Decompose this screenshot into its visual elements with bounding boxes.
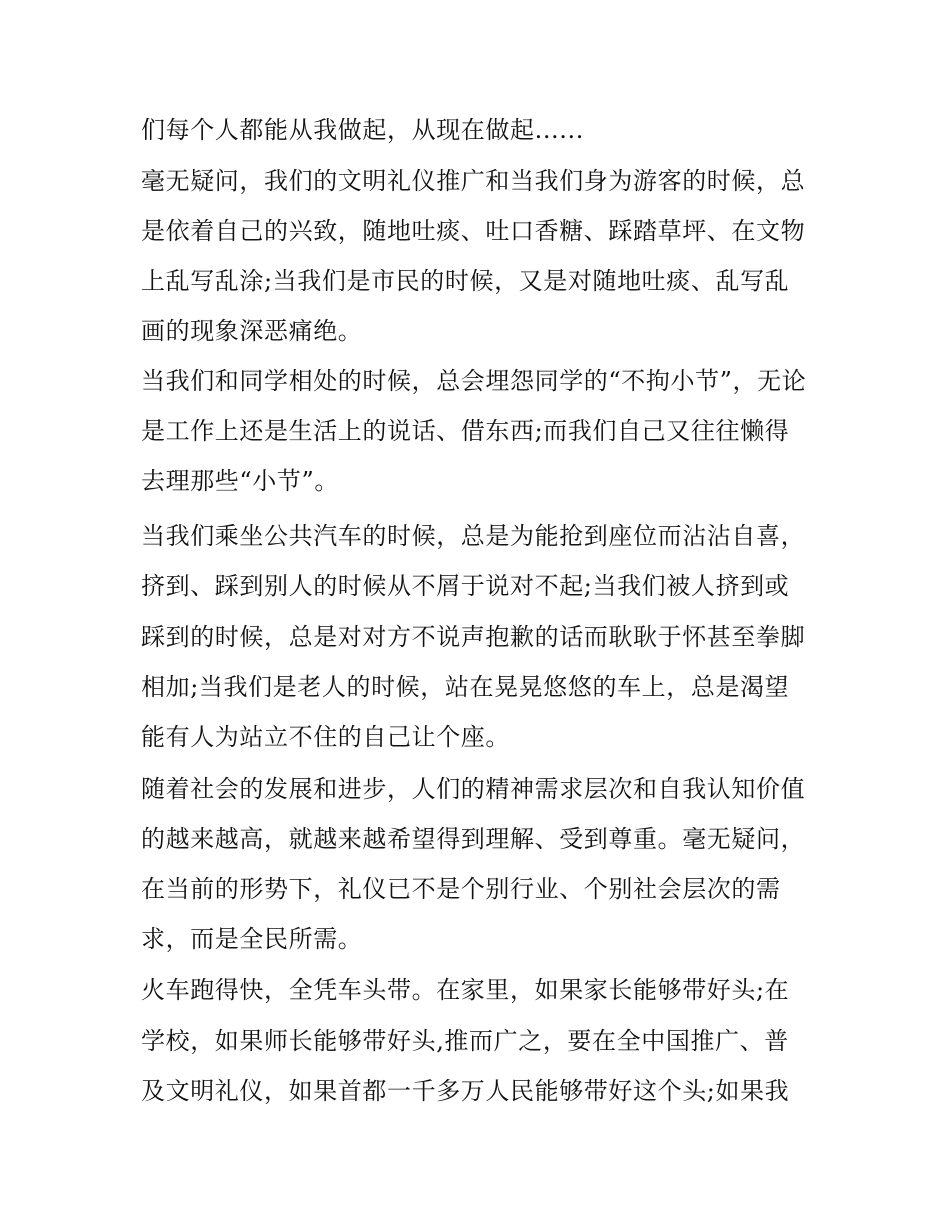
text-line: 火车跑得快，全凭车头带。在家里，如果家长能够带好头;在 <box>141 976 790 1004</box>
text-line: 当我们和同学相处的时候，总会埋怨同学的“不拘小节”，无论 <box>141 367 807 395</box>
text-line: 毫无疑问，我们的文明礼仪推广和当我们身为游客的时候，总 <box>141 167 806 195</box>
text-line: 求，而是全民所需。 <box>141 925 363 953</box>
text-line: 在当前的形势下，礼仪已不是个别行业、个别社会层次的需 <box>141 875 781 903</box>
text-line: 上乱写乱涂;当我们是市民的时候，又是对随地吐痰、乱写乱 <box>141 267 790 295</box>
text-line: 挤到、踩到别人的时候从不屑于说对不起;当我们被人挤到或 <box>141 572 790 600</box>
text-line: 是工作上还是生活上的说话、借东西;而我们自己又往往懒得 <box>141 417 790 445</box>
text-line: 相加;当我们是老人的时候，站在晃晃悠悠的车上，总是渴望 <box>141 673 790 701</box>
text-line: 踩到的时候，总是对对方不说声抱歉的话而耿耿于怀甚至拳脚 <box>141 623 806 651</box>
text-line: 们每个人都能从我做起，从现在做起...... <box>141 116 584 144</box>
text-line: 去理那些“小节”。 <box>141 467 339 495</box>
text-line: 是依着自己的兴致，随地吐痰、吐口香糖、踩踏草坪、在文物 <box>141 217 806 245</box>
text-line: 当我们乘坐公共汽车的时候，总是为能抢到座位而沾沾自喜， <box>141 522 806 550</box>
text-line: 画的现象深恶痛绝。 <box>141 317 363 345</box>
text-line: 的越来越高，就越来越希望得到理解、受到尊重。毫无疑问， <box>141 825 806 853</box>
text-line: 及文明礼仪，如果首都一千多万人民能够带好这个头;如果我 <box>141 1077 790 1105</box>
text-line: 随着社会的发展和进步，人们的精神需求层次和自我认知价值 <box>141 775 806 803</box>
text-line: 学校，如果师长能够带好头,推而广之，要在全中国推广、普 <box>141 1027 789 1055</box>
text-line: 能有人为站立不住的自己让个座。 <box>141 723 510 751</box>
